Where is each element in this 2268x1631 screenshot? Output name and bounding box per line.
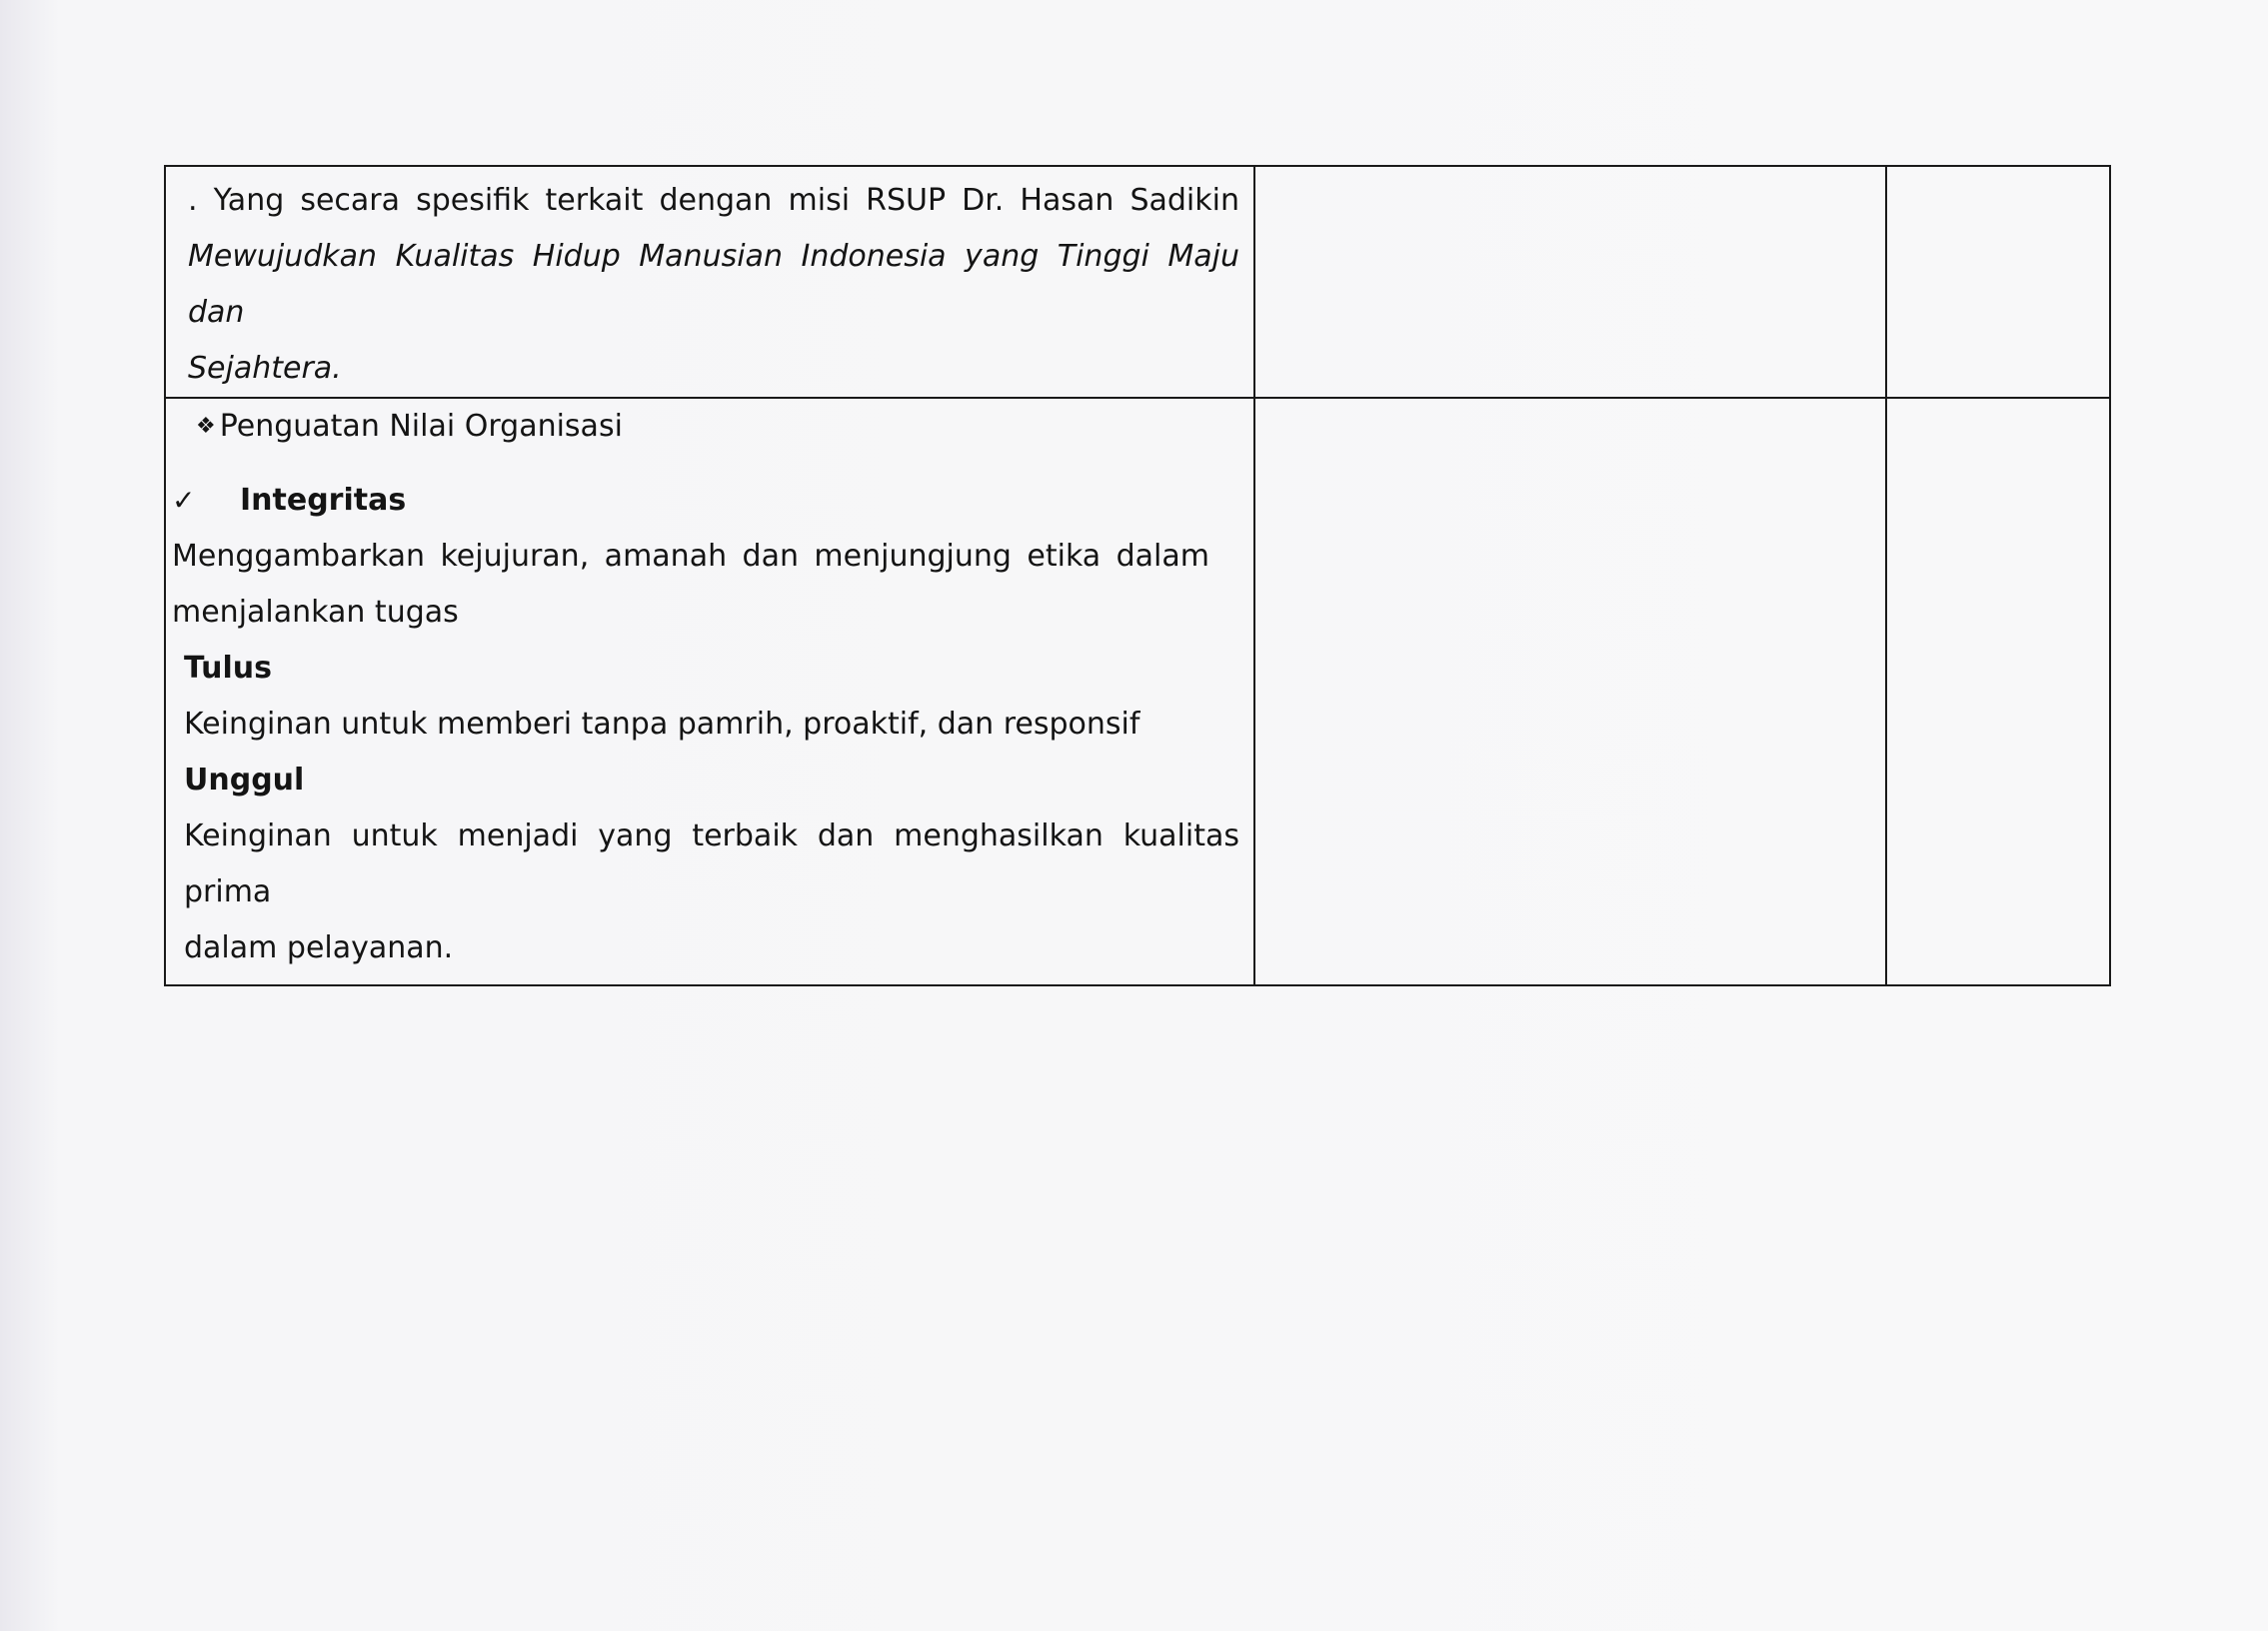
mission-cell xyxy=(165,166,1254,398)
tulus-desc: Keinginan untuk memberi tanpa pamrih, proaktif, dan responsif xyxy=(184,707,1140,742)
mission-intro: . Yang secara spesifik terkait dengan misi RSUP Dr. Hasan Sadikin xyxy=(188,183,1239,218)
tulus-title: Tulus xyxy=(184,651,273,686)
document-table xyxy=(164,165,2111,986)
unggul-desc-line2: dalam pelayanan. xyxy=(184,930,454,965)
diamond-bullet-icon: ❖ xyxy=(196,414,216,439)
mission-statement-line1: Mewujudkan Kualitas Hidup Manusian Indonesia yang Tinggi Maju dan xyxy=(188,239,1239,330)
integritas-row xyxy=(172,473,1239,529)
values-heading-text: Penguatan Nilai Organisasi xyxy=(219,409,623,444)
mission-statement-line2: Sejahtera. xyxy=(188,351,342,386)
integritas-title: Integritas xyxy=(240,483,407,518)
checkmark-icon: ✓ xyxy=(172,484,196,517)
values-cell xyxy=(165,398,1254,985)
integritas-desc-line2: menjalankan tugas xyxy=(172,595,459,630)
table-row xyxy=(165,166,2110,398)
unggul-title: Unggul xyxy=(184,763,305,798)
values-heading xyxy=(172,399,1239,459)
empty-cell xyxy=(1254,166,1886,398)
empty-cell xyxy=(1886,166,2110,398)
empty-cell xyxy=(1886,398,2110,985)
table-row xyxy=(165,398,2110,985)
empty-cell xyxy=(1254,398,1886,985)
unggul-desc-line1: Keinginan untuk menjadi yang terbaik dan menghasilkan kualitas prima xyxy=(184,818,1239,909)
integritas-desc-line1: Menggambarkan kejujuran, amanah dan menjungjung etika dalam xyxy=(172,539,1209,574)
